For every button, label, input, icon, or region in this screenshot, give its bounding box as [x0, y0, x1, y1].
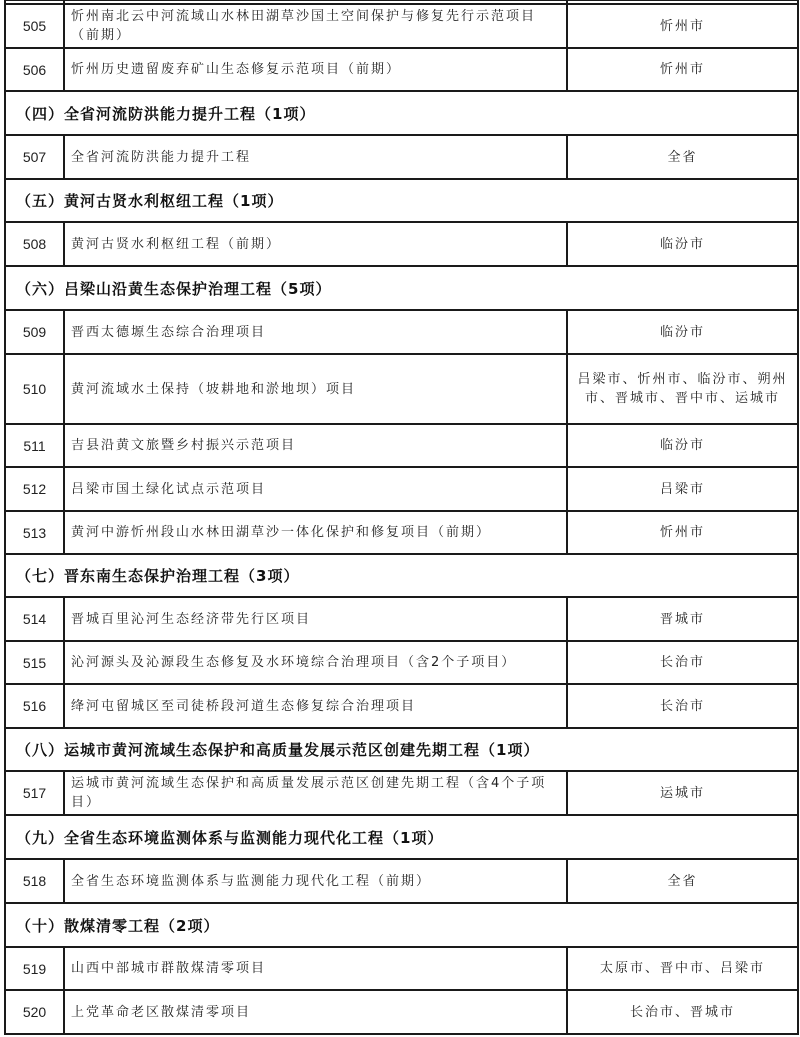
project-name: 忻州历史遗留废弃矿山生态修复示范项目（前期） — [64, 48, 567, 91]
section-header-row — [5, 554, 798, 597]
row-number: 511 — [5, 424, 64, 467]
project-name: 全省河流防洪能力提升工程 — [64, 135, 567, 179]
project-location: 吕梁市、忻州市、临汾市、朔州市、晋城市、晋中市、运城市 — [567, 354, 798, 424]
project-name: 黄河古贤水利枢纽工程（前期） — [64, 222, 567, 266]
row-number: 518 — [5, 859, 64, 903]
project-name: 晋城百里沁河生态经济带先行区项目 — [64, 597, 567, 641]
project-location: 晋城市 — [567, 597, 798, 641]
project-location: 长治市 — [567, 641, 798, 684]
table-row — [5, 222, 798, 266]
table-row — [5, 310, 798, 354]
project-name: 黄河流域水土保持（坡耕地和淤地坝）项目 — [64, 354, 567, 424]
section-title: （五）黄河古贤水利枢纽工程（1项） — [5, 179, 798, 222]
project-location: 运城市 — [567, 771, 798, 815]
project-name: 沁河源头及沁源段生态修复及水环境综合治理项目（含2个子项目） — [64, 641, 567, 684]
project-location: 全省 — [567, 135, 798, 179]
section-header-row — [5, 266, 798, 310]
project-location: 太原市、晋中市、吕梁市 — [567, 947, 798, 990]
section-header-row — [5, 179, 798, 222]
row-number: 505 — [5, 4, 64, 48]
row-number: 514 — [5, 597, 64, 641]
table-row — [5, 990, 798, 1034]
project-location: 吕梁市 — [567, 467, 798, 511]
table-row — [5, 511, 798, 554]
row-number: 520 — [5, 990, 64, 1034]
row-number: 519 — [5, 947, 64, 990]
section-header-row — [5, 91, 798, 135]
project-location: 长治市 — [567, 684, 798, 728]
row-number: 510 — [5, 354, 64, 424]
project-table — [4, 0, 799, 1035]
row-number: 516 — [5, 684, 64, 728]
row-number: 507 — [5, 135, 64, 179]
project-name: 运城市黄河流域生态保护和高质量发展示范区创建先期工程（含4个子项目） — [64, 771, 567, 815]
section-title: （八）运城市黄河流域生态保护和高质量发展示范区创建先期工程（1项） — [5, 728, 798, 771]
table-row — [5, 4, 798, 48]
project-name: 山西中部城市群散煤清零项目 — [64, 947, 567, 990]
table-row — [5, 641, 798, 684]
row-number: 515 — [5, 641, 64, 684]
project-location: 临汾市 — [567, 310, 798, 354]
table-row — [5, 48, 798, 91]
table-row — [5, 947, 798, 990]
table-row — [5, 859, 798, 903]
row-number: 509 — [5, 310, 64, 354]
section-header-row — [5, 903, 798, 947]
section-title: （九）全省生态环境监测体系与监测能力现代化工程（1项） — [5, 815, 798, 859]
table-row — [5, 135, 798, 179]
row-number: 506 — [5, 48, 64, 91]
table-row — [5, 684, 798, 728]
project-name: 绛河屯留城区至司徒桥段河道生态修复综合治理项目 — [64, 684, 567, 728]
project-location: 忻州市 — [567, 48, 798, 91]
project-name: 吉县沿黄文旅暨乡村振兴示范项目 — [64, 424, 567, 467]
project-location: 临汾市 — [567, 424, 798, 467]
project-name: 黄河中游忻州段山水林田湖草沙一体化保护和修复项目（前期） — [64, 511, 567, 554]
section-title: （七）晋东南生态保护治理工程（3项） — [5, 554, 798, 597]
project-location: 忻州市 — [567, 4, 798, 48]
project-location: 忻州市 — [567, 511, 798, 554]
table-row — [5, 354, 798, 424]
row-number: 508 — [5, 222, 64, 266]
section-header-row — [5, 815, 798, 859]
project-location: 长治市、晋城市 — [567, 990, 798, 1034]
table-row — [5, 771, 798, 815]
row-number: 517 — [5, 771, 64, 815]
section-title: （十）散煤清零工程（2项） — [5, 903, 798, 947]
table-row — [5, 467, 798, 511]
section-title: （六）吕梁山沿黄生态保护治理工程（5项） — [5, 266, 798, 310]
project-name: 忻州南北云中河流域山水林田湖草沙国土空间保护与修复先行示范项目（前期） — [64, 4, 567, 48]
table-row — [5, 424, 798, 467]
project-name: 全省生态环境监测体系与监测能力现代化工程（前期） — [64, 859, 567, 903]
project-location: 临汾市 — [567, 222, 798, 266]
row-number: 512 — [5, 467, 64, 511]
project-name: 上党革命老区散煤清零项目 — [64, 990, 567, 1034]
table-row — [5, 597, 798, 641]
project-name: 吕梁市国土绿化试点示范项目 — [64, 467, 567, 511]
project-location: 全省 — [567, 859, 798, 903]
section-title: （四）全省河流防洪能力提升工程（1项） — [5, 91, 798, 135]
section-header-row — [5, 728, 798, 771]
project-name: 晋西太德塬生态综合治理项目 — [64, 310, 567, 354]
row-number: 513 — [5, 511, 64, 554]
